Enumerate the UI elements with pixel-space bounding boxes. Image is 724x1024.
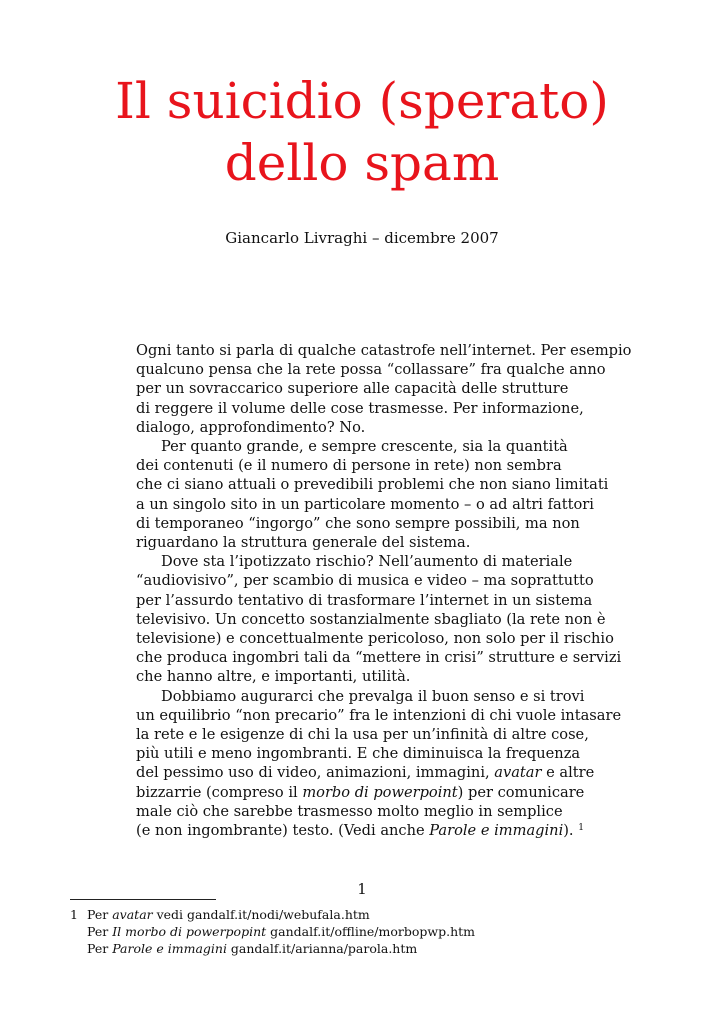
text-line: Ogni tanto si parla di qualche catastrofe nell’internet. Per esempio <box>136 342 632 359</box>
text-line: di reggere il volume delle cose trasmesse. Per informazione, <box>136 399 584 417</box>
text-line: riguardano la struttura generale del sistema. <box>136 534 471 552</box>
paragraph-4 <box>136 687 622 841</box>
text-line: qualcuno pensa che la rete possa “collassare” fra qualche anno <box>136 361 606 379</box>
paragraph-3 <box>136 552 622 686</box>
text-line: televisione) e concettualmente pericoloso, non solo per il rischio <box>136 630 614 648</box>
footnote-number: 1 <box>70 907 78 922</box>
footnote-line-avatar: Per avatar vedi gandalf.it/nodi/webufala.htm <box>87 907 370 922</box>
title-line-1: Il suicidio (sperato) <box>115 72 609 130</box>
text-line: del pessimo uso di video, animazioni, immagini, avatar e altre <box>136 764 595 782</box>
footnote <box>70 906 670 957</box>
paragraph-2 <box>136 437 609 552</box>
document-title <box>0 70 724 194</box>
text-line: dialogo, approfondimento? No. <box>136 418 366 436</box>
text-line: Dove sta l’ipotizzato rischio? Nell’aumento di materiale <box>161 553 573 571</box>
footnote-divider <box>70 899 216 900</box>
text-line: che hanno altre, e importanti, utilità. <box>136 668 411 686</box>
text-line: un equilibrio “non precario” fra le intenzioni di chi vuole intasare <box>136 706 622 724</box>
text-line: la rete e le esigenze di chi la usa per un’infinità di altre cose, <box>136 726 589 744</box>
italic-term: avatar <box>494 764 542 782</box>
text-line: dei contenuti (e il numero di persone in rete) non sembra <box>136 457 562 475</box>
text-line: a un singolo sito in un particolare momento – o ad altri fattori <box>136 495 594 513</box>
text-line: bizzarrie (compreso il morbo di powerpoint) per comunicare <box>136 783 585 801</box>
article-body <box>136 341 632 840</box>
footnote-reference[interactable]: 1 <box>578 823 584 834</box>
italic-term: morbo di powerpoint <box>302 783 458 801</box>
text-line: “audiovisivo”, per scambio di musica e video – ma soprattutto <box>136 572 594 590</box>
page-number: 1 <box>357 880 367 898</box>
author-date: Giancarlo Livraghi – dicembre 2007 <box>225 229 499 247</box>
footnote-line-morbo: Per Il morbo di powerpopint gandalf.it/offline/morbopwp.htm <box>87 924 476 939</box>
title-line-2: dello spam <box>224 134 500 192</box>
text-line: (e non ingombrante) testo. (Vedi anche Parole e immagini). $^1$ <box>136 822 584 840</box>
italic-term: Parole e immagini <box>429 822 564 840</box>
text-line: televisivo. Un concetto sostanzialmente sbagliato (la rete non è <box>136 610 606 628</box>
text-line: più utili e meno ingombranti. E che diminuisca la frequenza <box>136 745 581 763</box>
text-line: che ci siano attuali o prevedibili problemi che non siano limitati <box>136 476 609 494</box>
text-line: male ciò che sarebbe trasmesso molto meglio in semplice <box>136 802 563 820</box>
text-line: Per quanto grande, e sempre crescente, sia la quantità <box>161 438 568 456</box>
text-line: Dobbiamo augurarci che prevalga il buon senso e si trovi <box>161 687 585 705</box>
text-line: per l’assurdo tentativo di trasformare l’internet in un sistema <box>136 591 593 609</box>
paragraph-1 <box>136 341 632 437</box>
text-line: che produca ingombri tali da “mettere in crisi” strutture e servizi <box>136 649 622 667</box>
text-line: per un sovraccarico superiore alle capacità delle strutture <box>136 380 569 398</box>
footnote-line-parole: Per Parole e immagini gandalf.it/arianna/parola.htm <box>87 941 418 956</box>
text-line: di temporaneo “ingorgo” che sono sempre possibili, ma non <box>136 514 580 532</box>
